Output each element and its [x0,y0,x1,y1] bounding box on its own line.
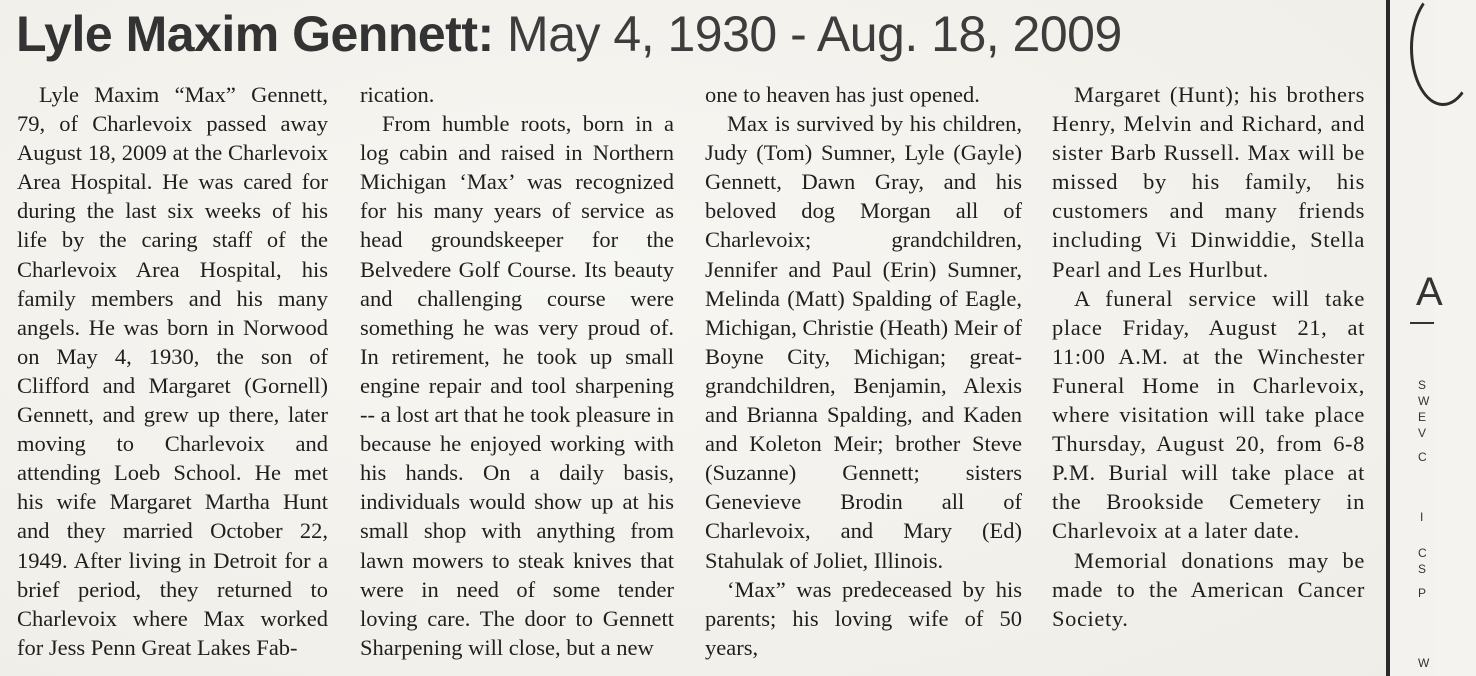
edge-letter: W [1418,394,1430,408]
paragraph: A funeral service will take place Friday, August 21, at 11:00 A.M. at the Winchester Funeral Home in Charlevoix, where visitation will take place Thursday, August 20, from 6-8 P.M. Burial will take place at the Brookside Cemetery in Charlevoix at a later date. [1052,285,1365,544]
paragraph: ‘Max” was predeceased by his parents; his loving wife of 50 years, [705,576,1022,660]
text-column-4 [1052,80,1365,633]
edge-divider [1410,322,1434,324]
headline-dates: May 4, 1930 - Aug. 18, 2009 [507,6,1122,62]
edge-letter: S [1418,562,1427,576]
edge-letter: I [1420,510,1424,524]
edge-letter: W [1418,656,1430,670]
paragraph: Max is survived by his children, Judy (Tom) Sumner, Lyle (Gayle) Gennett, Dawn Gray, and his beloved dog Morgan all of Charlevoix; grandchildren, Jennifer and Paul (Erin) Sumner, Melinda (Matt) Spalding of Eagle, Michigan, Christie (Heath) Meir of Boyne City, Michigan; great-grandchildren, Benjamin, Alexis and Brianna Spalding, and Kaden and Koleton Meir; brother Steve (Suzanne) Gennett; sisters Genevieve Brodin all of Charlevoix, and Mary (Ed) Stahulak of Joliet, Illinois. [705,111,1022,573]
adjacent-article-fragment [1390,0,1443,676]
paragraph: From humble roots, born in a log cabin and raised in Northern Michigan ‘Max’ was recognized for his many years of service as head groundskeeper for the Belvedere Golf Course. Its beauty and challenging course were something he was very proud of. In retirement, he took up small engine repair and tool sharpening -- a lost art that he took pleasure in because he enjoyed working with his hands. On a daily basis, individuals would show up at his small shop with anything from lawn mowers to steak knives that were in need of some tender loving care. The door to Gennett Sharpening will close, but a new [360,111,674,660]
text-column-3 [705,80,1022,662]
edge-letter: S [1418,378,1427,392]
edge-letter: V [1418,426,1427,440]
paragraph-continuation: one to heaven has just opened. [705,82,980,107]
text-column-2 [360,80,674,662]
edge-letter: C [1418,450,1427,464]
edge-letter: C [1418,546,1427,560]
paragraph: Memorial donations may be made to the American Cancer Society. [1052,547,1365,631]
paragraph-continuation: rication. [360,82,435,107]
arc-fragment [1410,0,1476,106]
headline-name: Lyle Maxim Gennett: [16,6,494,62]
paragraph: Lyle Maxim “Max” Gennett, 79, of Charlevoix passed away August 18, 2009 at the Charlevoix Area Hospital. He was cared for during the last six weeks of his life by the caring staff of the Charlevoix Area Hospital, his family members and his many angels. He was born in Norwood on May 4, 1930, the son of Clifford and Margaret (Gornell) Gennett, and grew up there, later moving to Charlevoix and attending Loeb School. He met his wife Margaret Martha Hunt and they married October 22, 1949. After living in Detroit for a brief period, they returned to Charlevoix where Max worked for Jess Penn Great Lakes Fab- [17,82,328,660]
obituary-headline [16,4,1122,64]
edge-letter: P [1418,586,1427,600]
edge-big-letter: A [1416,270,1443,314]
edge-letter: E [1418,410,1427,424]
paragraph: Margaret (Hunt); his brothers Henry, Melvin and Richard, and sister Barb Russell. Max will be missed by his family, his customers and many friends including Vi Dinwiddie, Stella Pearl and Les Hurlbut. [1052,82,1365,282]
text-column-1 [17,80,328,662]
